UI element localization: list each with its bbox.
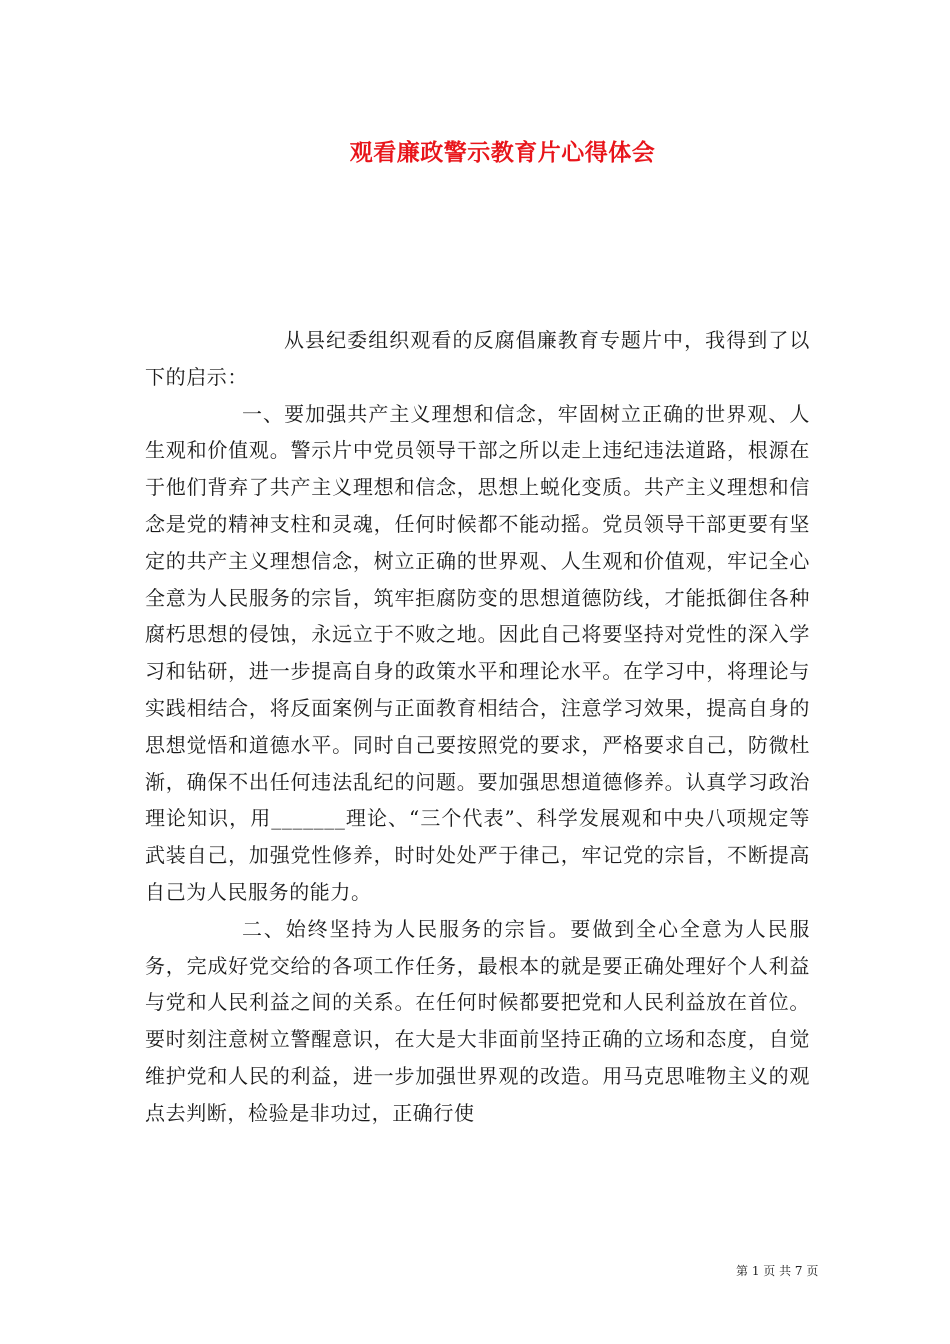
page-footer: 第 1 页 共 7 页 (736, 1264, 819, 1278)
section-one-paragraph: 一、要加强共产主义理想和信念，牢固树立正确的世界观、人生观和价值观。警示片中党员领导干部之所以走上违纪违法道路，根源在于他们背弃了共产主义理想和信念，思想上蜕化变质。共产主义理想和信念是党的精神支柱和灵魂，任何时候都不能动摇。党员领导干部更要有坚定的共产主义理想信念，树立正确的世界观、人生观和价值观，牢记全心全意为人民服务的宗旨，筑牢拒腐防变的思想道德防线，才能抵御住各种腐朽思想的侵蚀，永远立于不败之地。因此自己将要坚持对党性的深入学习和钻研，进一步提高自身的政策水平和理论水平。在学习中，将理论与实践相结合，将反面案例与正面教育相结合，注意学习效果，提高自身的思想觉悟和道德水平。同时自己要按照党的要求，严格要求自己，防微杜渐，确保不出任何违法乱纪的问题。要加强思想道德修养。认真学习政治理论知识，用_______理论、“三个代表”、科学发展观和中央八项规定等武装自己，加强党性修养，时时处处严于律己，牢记党的宗旨，不断提高自己为人民服务的能力。 (145, 401, 810, 904)
document-title: 观看廉政警示教育片心得体会 (349, 139, 656, 166)
document-body (145, 322, 810, 1132)
section-two-paragraph: 二、始终坚持为人民服务的宗旨。要做到全心全意为人民服务，完成好党交给的各项工作任务，最根本的就是要正确处理好个人利益与党和人民利益之间的关系。在任何时候都要把党和人民利益放在首位。要时刻注意树立警醒意识，在大是大非面前坚持正确的立场和态度，自觉维护党和人民的利益，进一步加强世界观的改造。用马克思唯物主义的观点去判断，检验是非功过，正确行使 (145, 916, 810, 1125)
intro-paragraph: 从县纪委组织观看的反腐倡廉教育专题片中，我得到了以下的启示： (145, 328, 810, 389)
